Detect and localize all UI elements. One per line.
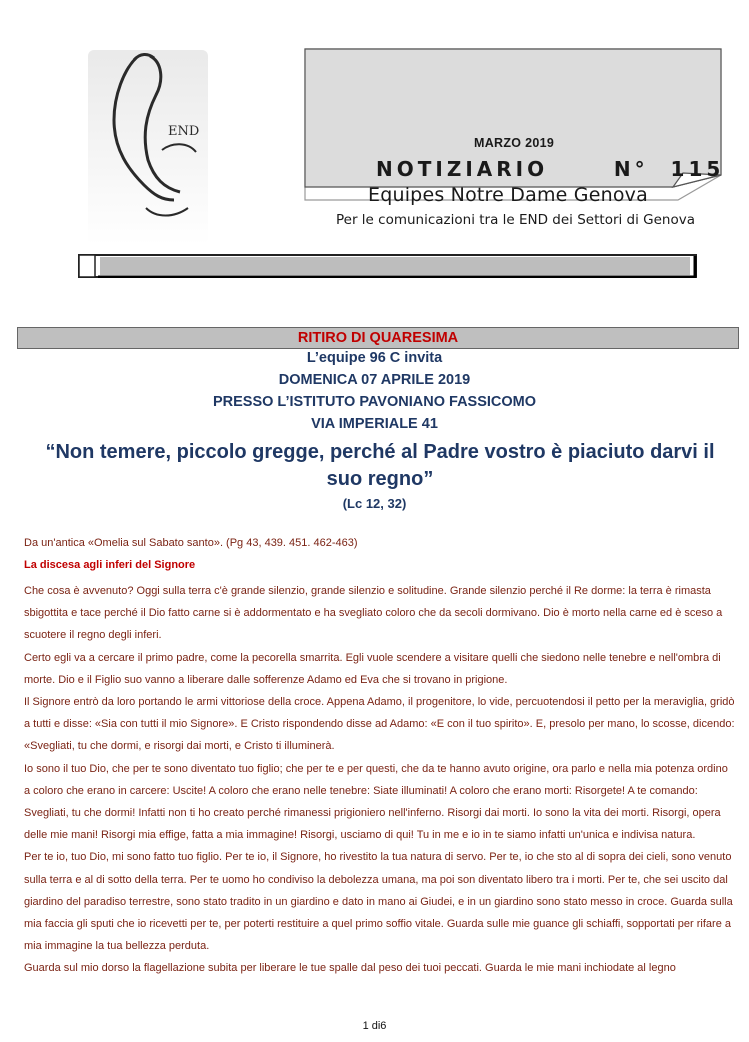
article-paragraph: Certo egli va a cercare il primo padre, come la pecorella smarrita. Egli vuole scendere a visitare quelli che siedono nelle tenebre e nell'ombra di morte. Dio e il Figlio suo vanno a liberare dalle sofferenze Adamo ed Eva che si trovano in prigione. <box>24 651 721 686</box>
article-source: Da un'antica «Omelia sul Sabato santo». (Pg 43, 439. 451. 462-463) <box>24 537 358 549</box>
article-paragraph: Guarda sul mio dorso la flagellazione subita per liberare le tue spalle dal peso dei tuoi peccati. Guarda le mie mani inchiodate al legno <box>24 962 676 975</box>
header-divider <box>78 254 698 278</box>
newsletter-subtitle: Equipes Notre Dame Genova <box>368 184 648 206</box>
logo-text: END <box>168 124 200 139</box>
newsletter-tagline: Per le comunicazioni tra le END dei Settori di Genova <box>336 212 695 228</box>
article-paragraph: Il Signore entrò da loro portando le armi vittoriose della croce. Appena Adamo, il progenitore, lo vide, percuotendosi il petto per la meraviglia, gridò a tutti e disse: «Sia con tutti il mio Signore». E Cristo rispondendo disse ad Adamo: «E con il tuo spirito». E, presolo per mano, lo scosse, dicendo: «Svegliati, tu che dormi, e risorgi dai morti, e Cristo ti illuminerà. <box>24 696 735 753</box>
retreat-heading: RITIRO DI QUARESIMA <box>17 327 739 349</box>
event-address: VIA IMPERIALE 41 <box>311 416 438 432</box>
newsletter-title: NOTIZIARIO N° 115 <box>376 157 725 181</box>
event-place: PRESSO L’ISTITUTO PAVONIANO FASSICOMO <box>212 394 537 410</box>
article-section-title: La discesa agli inferi del Signore <box>24 559 196 571</box>
quote-citation: (Lc 12, 32) <box>342 496 407 511</box>
article-body <box>24 580 736 980</box>
madonna-logo-icon <box>84 50 214 250</box>
event-quote: “Non temere, piccolo gregge, perché al Padre vostro è piaciuto darvi il suo regno” <box>45 441 715 490</box>
article-paragraph: Che cosa è avvenuto? Oggi sulla terra c'è grande silenzio, grande silenzio e solitudine. Grande silenzio perché il Re dorme: la terra è rimasta sbigottita e tace perché il Dio fatto carne si è addormentato e ha svegliato coloro che da secoli dormivano. Dio è morto nella carne ed è sceso a scuotere il regno degli inferi. <box>24 585 723 642</box>
event-invite: L’equipe 96 C invita <box>306 350 443 366</box>
event-date: DOMENICA 07 APRILE 2019 <box>278 372 471 388</box>
article-paragraph: Per te io, tuo Dio, mi sono fatto tuo figlio. Per te io, il Signore, ho rivestito la tua natura di servo. Per te, io che sto al di sopra dei cieli, sono venuto sulla terra e al di sotto della terra. Per te uomo ho condiviso la debolezza umana, ma poi son diventato libero tra i morti. Per te, che sei uscito dal giardino del paradiso terrestre, sono stato tradito in un giardino e dato in mano ai Giudei, e in un giardino sono stato messo in croce. Guarda sulla mia faccia gli sputi che io ricevetti per te, per poterti restituire a quel primo soffio vitale. Guarda sulle mie guance gli schiaffi, sopportati per rifare a mia immagine la tua bellezza perduta. <box>24 851 733 953</box>
page-number: 1 di6 <box>362 1020 387 1032</box>
article-paragraph: Io sono il tuo Dio, che per te sono diventato tuo figlio; che per te e per questi, che da te hanno avuto origine, ora parlo e nella mia potenza ordino a coloro che erano in carcere: Uscite! A coloro che erano nelle tenebre: Siate illuminati! A coloro che erano morti: Risorgete! A te comando: Svegliati, tu che dormi! Infatti non ti ho creato perché rimanessi prigioniero nell'inferno. Risorgi dai morti. Io sono la vita dei morti. Risorgi, opera delle mie mani! Risorgi mia effige, fatta a mia immagine! Risorgi, usciamo di qui! Tu in me e io in te siamo infatti un'unica e indivisa natura. <box>24 762 728 842</box>
issue-date: MARZO 2019 <box>474 136 555 150</box>
